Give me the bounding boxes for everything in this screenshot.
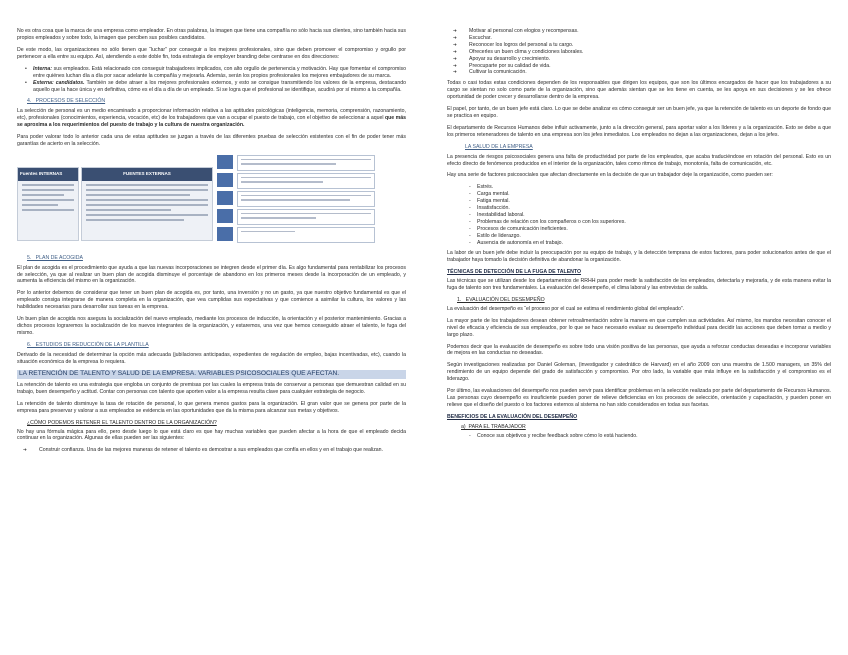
section-heading: 4. PROCESOS DE SELECCIÓN	[27, 98, 106, 105]
section-heading: 6. ESTUDIOS DE REDUCCIÓN DE LA PLANTILLA	[27, 341, 149, 348]
sources-figure	[17, 153, 377, 249]
techniques-heading: TÉCNICAS DE DETECCIÓN DE LA FUGA DE TALENTO	[447, 269, 582, 276]
list-item: - Procesos de comunicación ineficientes.	[447, 226, 831, 233]
step-marker	[217, 209, 233, 223]
bullet-text: sus empleados. Está relacionado con conseguir trabajadores implicados, con alto orgullo de pertenencia y motivación. Hay que fomentar el compromiso entre quiénes luchan día a día por sacar adelante la compañía y mejorarla. Además, serán los propios profesionales los mejores embajadores de su marca.	[33, 65, 406, 79]
factor-list	[447, 184, 831, 246]
list-item: ➔ Escuchar.	[447, 35, 831, 42]
paragraph	[17, 108, 406, 129]
section-heading: 5. PLAN DE ACOGIDA	[27, 254, 83, 261]
paragraph: El papel, por tanto, de un buen jefe está claro. Lo que se debe analizar es cómo conseguir ser un buen jefe, ya que la retención de talento es un deporte de fondo que se practica en equipo.	[447, 106, 831, 119]
paragraph: La retención de talento disminuye la tasa de rotación de personal, lo que genera menos gastos para la organización. El gran valor que se genera por parte de la empresa para preservar y valorar a sus empleados se evidencia en las oportunidades que da la misma para alcanzar sus metas y objetivos.	[17, 400, 406, 414]
section-heading: LA SALUD DE LA EMPRESA	[465, 143, 533, 150]
step-marker	[217, 227, 233, 241]
paragraph: Por lo anterior debemos de considerar que tener un buen plan de acogida es, por tanto, una inversión y no un gasto, ya que nuestro objetivo fundamental es que el empleado consiga integrarse de manera completa en la organización, que vea cumplidas sus expectativas y que comience a asimilar la cultura, los valores y las habilidades necesarias para desarrollar sus tareas en la empresa.	[17, 290, 406, 311]
list-item	[17, 66, 406, 80]
list-item: ➔ Apoyar su desarrollo y crecimiento.	[447, 56, 831, 63]
section-heading: 1. EVALUACIÓN DEL DESEMPEÑO	[457, 297, 545, 303]
list-item: ➔ Reconocer los logros del personal a tu cargo.	[447, 42, 831, 49]
step-marker	[217, 155, 233, 169]
internal-sources-card	[17, 167, 79, 241]
list-item: ➔ Construir confianza. Una de las mejores maneras de retener el talento es demostrar a sus empleados que confía en ellos y en el trabajo que realizan.	[17, 447, 406, 454]
paragraph-text: La selección de personal es un medio encaminado a proporcionar información relativa a las aptitudes psicológicas (inteligencia, memoria, comprensión, razonamiento, etc), profesionales (conocimientos, experiencia, vocación, etc) de los trabajadores que van a ocupar el puesto de trabajo, con el objetivo de seleccionar a aquel	[17, 108, 406, 122]
bullet-label: Externa: candidatos.	[33, 80, 85, 87]
list-item: - Conoce sus objetivos y recibe feedback sobre cómo lo está haciendo.	[447, 433, 831, 440]
paragraph: Podemos decir que la evaluación de desempeño es sobre todo una visión positiva de las personas, que ayuda a reforzar conductas deseadas e incorporar variables de mejora en las conductas no deseadas.	[447, 343, 831, 357]
paragraph: Hay una serie de factores psicosociales que afectan directamente en la decisión de que un trabajador deje la organización, como pueden ser:	[447, 172, 773, 179]
list-item	[17, 80, 406, 94]
step-box	[237, 227, 375, 243]
list-item: - Inestabilidad laboral.	[447, 212, 831, 219]
step-box	[237, 173, 375, 189]
step-box	[237, 191, 375, 207]
paragraph: De este modo, las organizaciones no sólo tienen que “luchar” por conseguir a los mejores profesionales, sino que deben promover el compromiso y orgullo por pertenecer a ella entre su equipo. Así, atendiendo a este doble fin, toda estrategia de employer branding debe centrarse en dos direcciones:	[17, 46, 406, 60]
chapter-title-bar: LA RETENCIÓN DE TALENTO Y SALUD DE LA EMPRESA. VARIABLES PSICOSOCIALES QUE AFECTAN.	[17, 370, 406, 379]
question-heading: ¿CÓMO PODEMOS RETENER EL TALENTO DENTRO DE LA ORGANIZACIÓN?	[27, 419, 217, 426]
paragraph: Las técnicas que se utilizan desde los departamentos de RRHH para poder medir la satisfacción de los empleados, detectarla y mejorarla, y de esta manera evitar la fuga de talento son tres fundamentales. La evaluación del desempeño, el clima laboral y las entrevistas de salida.	[447, 278, 831, 292]
step-marker	[217, 173, 233, 187]
list-item: - Estilo de liderazgo.	[447, 233, 831, 240]
list-item: - Ausencia de autonomía en el trabajo.	[447, 240, 831, 247]
paragraph: La presencia de riesgos psicosociales genera una falta de productividad por parte de los empleados, que acaba traduciéndose en rotación del personal. Esto es un efecto directo de fenómenos producidos en el interior de la organización, tales como ritmos de trabajo, monotonía, falta de comunicación, etc.	[447, 153, 831, 167]
paragraph: La labor de un buen jefe debe incluir la preocupación por su equipo de trabajo, y la detección temprana de estos factores, para poder solucionarlos antes de que el trabajador haya tomado la decisión definitiva de abandonar la organización.	[447, 250, 831, 264]
step-box	[237, 155, 375, 171]
list-item: - Problemas de relación con los compañeros o con los superiores.	[447, 219, 831, 226]
list-item: ➔ Cultivar la comunicación.	[447, 69, 831, 76]
left-column	[17, 28, 406, 458]
bullet-text: También se debe atraer a los mejores profesionales externos, y esto se consigue transmitiendo los valores de la empresa, destacando aquello que la hace única y en definitiva, cómo es el día a día de un empleado. Si se logra que el profesional se identifique, acudirá por sí mismo a la compañía.	[33, 80, 406, 94]
external-sources-card	[81, 167, 213, 241]
paragraph: Por último, las evaluaciones del desempeño nos pueden servir para identificar problemas en la selección realizada por parte del departamento de Recursos Humanos. Las personas cuyo desempeño es insuficiente pueden poner de relieve deficiencias en los procesos de selección, orientación y capacitación, y pueden poner en relieve que el diseño del puesto o los factores externos al sistema no han sido considerados en todas sus facetas.	[447, 388, 831, 408]
paragraph: Para poder valorar todo lo anterior cada una de estas aptitudes se juzgan a través de las diferentes pruebas de selección existentes con el fin de poder tener más garantías de acierto en la selección.	[17, 133, 406, 147]
right-column	[447, 28, 831, 444]
benefits-heading: BENEFICIOS DE LA EVALUACIÓN DEL DESEMPEÑO	[447, 413, 578, 420]
card-title: FUENTES EXTERNAS	[82, 168, 212, 181]
step-marker	[217, 191, 233, 205]
arrow-list	[447, 28, 831, 76]
bullet-label: Interna:	[33, 65, 53, 72]
paragraph: La mayor parte de los trabajadores desean obtener retroalimentación sobre la manera en que cumplen sus actividades. Así mismo, los mandos necesitan conocer el nivel de eficacia y eficiencia de sus empleados, por lo que se hace necesario evaluar su desempeño individual para decidir las acciones que deben tomar a medio y largo plazo.	[447, 317, 831, 338]
paragraph: El plan de acogida es el procedimiento que ayuda a que las nuevas incorporaciones se integren desde el primer día. Es algo fundamental para rentabilizar los procesos de selección, ya que al realizar un buen plan de acogida disminuye el porcentaje de abandono en los primeros meses desde la incorporación de un empleado, y aumenta la eficiencia del mismo en la organización.	[17, 264, 406, 285]
list-item: ➔ Motivar al personal con elogios y recompensas.	[447, 28, 831, 35]
paragraph: Según investigaciones realizadas por Daniel Goleman, (investigador y catedrático de Harvard) en el año 2009 con una muestra de 1.500 managers, un 35% del rendimiento de un equipo depende del grado de satisfacción y compromiso. Por otro lado, la variable que más influye en la satisfacción y el compromiso es el liderazgo.	[447, 362, 831, 383]
benefit-list	[447, 433, 831, 440]
paragraph: La retención de talento es una estrategia que engloba un conjunto de premisas por las cuales la empresa trata de conservar a personas que demuestran calidad en su trabajo, buen desempeño y actitud. Contar con personas con talento que aporten valor a la empresa resulta clave para cualquier estrategia de negocio.	[17, 381, 406, 395]
subsection-heading: a) PARA EL TRABAJADOR	[461, 423, 526, 430]
step-box	[237, 209, 375, 225]
paragraph: Derivado de la necesidad de determinar la opción más adecuada (jubilaciones anticipadas, expedientes de regulación de empleo, bajas incentivadas, etc), cuando la situación económica de la empresa lo requiera.	[17, 351, 406, 365]
list-item: - Estrés.	[447, 184, 831, 191]
list-item: - Insatisfacción.	[447, 205, 831, 212]
bullet-list	[17, 66, 406, 95]
paragraph: No es otra cosa que la marca de una empresa como empleador. En otras palabras, la imagen que tiene una compañía no sólo hacia sus clientes, sino también hacia sus propios empleados y sobre todo, la imagen que perciben sus posibles candidatos.	[17, 28, 406, 41]
list-item: ➔ Ofrecerles un buen clima y condiciones laborales.	[447, 49, 831, 56]
paragraph: Todas o casi todas estas condiciones dependen de los responsables que dirigen los equipos, que son los últimos encargados de hacer que los trabajadores a su cargo se sientan no solo como parte de la organización, sino que además sientan que se les tiene en cuenta, se les apoya en sus decisiones y se les ofrece oportunidad de poder crecer y desarrollarse dentro de la empresa.	[447, 80, 831, 101]
paragraph: No hay una fórmula mágica para ello, pero desde luego lo que está claro es que hay muchas variables que pueden afectar a la hora de que el empleado decida continuar en la organización. Algunas de ellas pueden ser las siguientes:	[17, 428, 406, 442]
paragraph: Un buen plan de acogida nos asegura la socialización del nuevo empleado, mediante los procesos de inducción, la orientación y el posterior mantenimiento. Gracias a dichos procesos lograremos la socialización de los nuevos integrantes de la organización, y estaremos, una vez que hemos conseguido atraer el talento, le fuga del mismo.	[17, 316, 406, 336]
paragraph: La evaluación del desempeño es “el proceso por el cual se estima el rendimiento global del empleado”.	[447, 305, 685, 312]
paragraph: El departamento de Recursos Humanos debe influir activamente, junto a la dirección general, para aportar valor a los líderes y a la organización. Esto se debe a que los primeros reteneradores de talento en una empresa son los jefes inmediatos. Los empleados no dejan a las organizaciones, dejan a los jefes.	[447, 124, 831, 138]
arrow-list	[17, 447, 406, 454]
process-diagram	[217, 153, 375, 245]
list-item: ➔ Preocuparte por su calidad de vida.	[447, 63, 831, 70]
list-item: - Fatiga mental.	[447, 198, 831, 205]
bold-text: que más se aproxima a los requerimientos del puesto de trabajo y la cultura de nuestra organización.	[17, 115, 407, 128]
card-title: Fuentes INTERNAS	[18, 168, 78, 181]
list-item: - Carga mental.	[447, 191, 831, 198]
